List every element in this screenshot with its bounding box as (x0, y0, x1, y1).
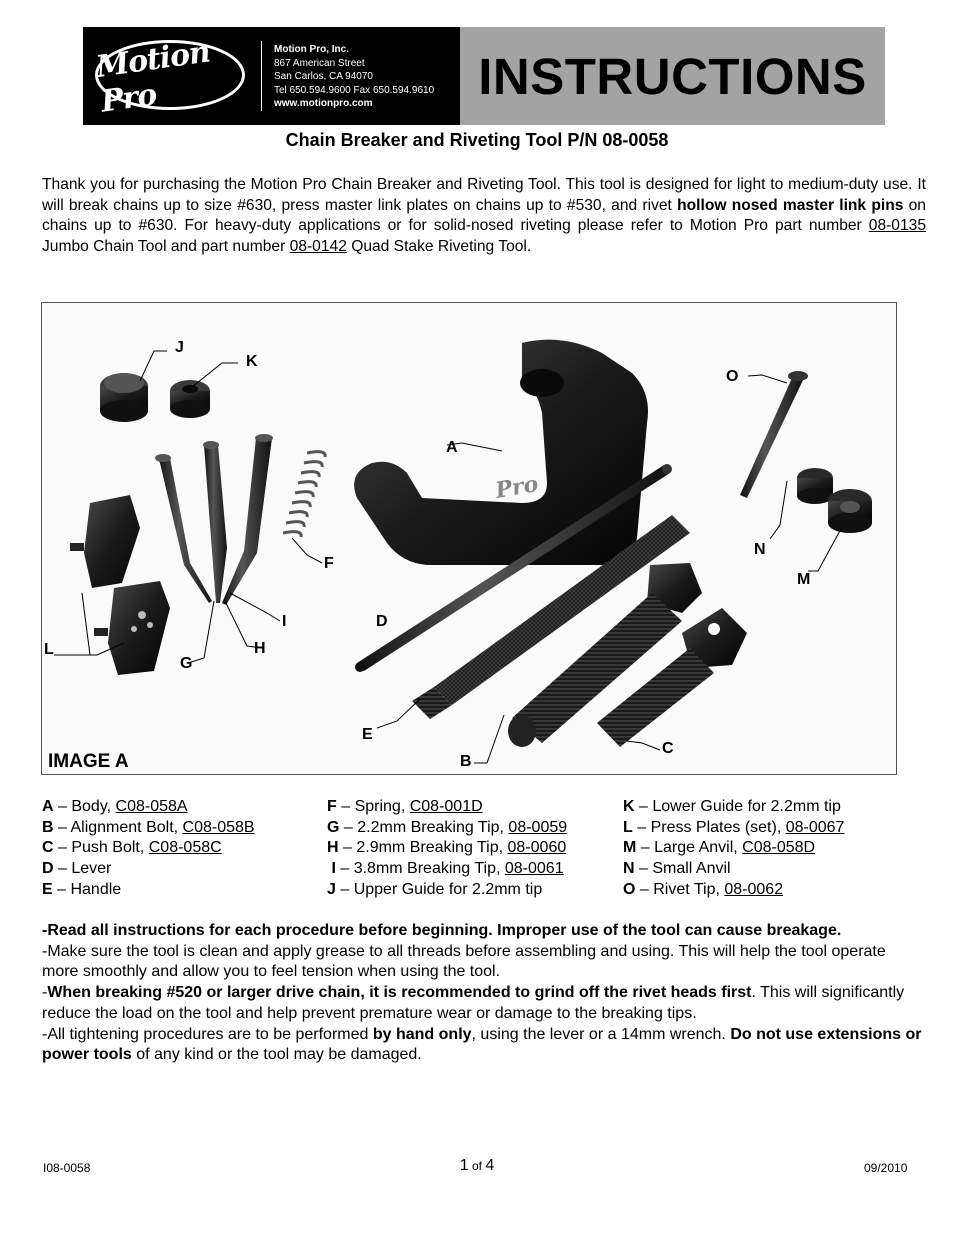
press-plates-l (70, 495, 170, 675)
body-pro-logo: Pro (493, 470, 541, 504)
motion-pro-logo (93, 34, 245, 120)
instructions-block (42, 921, 922, 1066)
parts-list-col2 (327, 797, 567, 901)
intro-text: Jumbo Chain Tool and part number (42, 237, 290, 255)
parts-list-item: O – Rivet Tip, 08-0062 (623, 880, 784, 898)
parts-list-item: L – Press Plates (set), 08-0067 (623, 818, 845, 836)
part-number-link[interactable]: 08-0067 (785, 818, 845, 836)
label-j: J (175, 339, 184, 356)
parts-list-col3 (623, 797, 844, 901)
label-m: M (797, 571, 811, 588)
part-number-link[interactable]: C08-058D (742, 839, 816, 857)
parts-list-item: H – 2.9mm Breaking Tip, 08-0060 (327, 839, 567, 857)
parts-list-col1 (42, 797, 255, 901)
body-a (354, 340, 648, 565)
intro-bold: hollow nosed master link pins (677, 196, 904, 214)
label-a: A (446, 439, 458, 456)
parts-list-item: G – 2.2mm Breaking Tip, 08-0059 (327, 818, 568, 836)
label-b: B (460, 753, 472, 770)
header-divider (261, 41, 262, 111)
label-o: O (726, 368, 739, 385)
label-h: H (254, 640, 266, 657)
label-l: L (44, 641, 54, 658)
parts-list-item: N – Small Anvil (623, 860, 731, 878)
parts-list-item: J – Upper Guide for 2.2mm tip (327, 880, 543, 898)
part-number-link[interactable]: 08-0061 (504, 860, 564, 878)
label-e: E (362, 726, 373, 743)
label-c: C (662, 740, 674, 757)
parts-list-item: I – 3.8mm Breaking Tip, 08-0061 (331, 860, 564, 878)
footer-page-number: 1 of 4 (459, 1157, 495, 1174)
part-number-link[interactable]: 08-0135 (868, 217, 926, 234)
instruction-grind: -When breaking #520 or larger drive chain, it is recommended to grind off the rivet heads first. This will significantly reduce the load on the tool and help prevent premature wear or damage to the breaking tips. (42, 984, 905, 1022)
part-number-link[interactable]: C08-001D (409, 798, 483, 815)
label-d: D (376, 613, 388, 630)
header-logo-block (83, 27, 460, 125)
large-anvil-m (828, 489, 872, 533)
website: www.motionpro.com (274, 98, 373, 109)
part-number-link[interactable]: 08-0059 (508, 818, 568, 836)
image-label: IMAGE A (48, 751, 129, 772)
logo-text: Motion Pro (93, 34, 212, 120)
header-title-block (460, 27, 885, 125)
label-i: I (282, 613, 287, 630)
part-number-link[interactable]: C08-058B (182, 818, 255, 836)
part-number-link[interactable]: 08-0142 (289, 237, 347, 255)
parts-list-item: K – Lower Guide for 2.2mm tip (623, 798, 841, 815)
breaking-tips (155, 434, 273, 605)
instruction-read-all: -Read all instructions for each procedure before beginning. Improper use of the tool can cause breakage. (42, 922, 842, 939)
part-number-link[interactable]: 08-0060 (507, 839, 567, 857)
lower-guide-k (170, 380, 210, 418)
parts-list-item: A – Body, C08-058A (42, 798, 188, 815)
phone-fax: Tel 650.594.9600 Fax 650.594.9610 (274, 84, 435, 96)
part-number-link[interactable]: C08-058A (115, 798, 188, 815)
small-anvil-n (797, 468, 833, 504)
tool-illustration (42, 303, 897, 775)
intro-text: Thank you for purchasing the Motion Pro Chain Breaker and Riveting Tool. This tool is designed for light to medium-duty use. It will break chains up to size #630, press master link plates on chains up to #530, and rivet (42, 176, 926, 214)
intro-text: Quad Stake Riveting Tool. (346, 237, 532, 255)
tool-photo-panel (41, 302, 897, 775)
part-number-link[interactable]: C08-058C (148, 839, 222, 857)
instruction-grease: -Make sure the tool is clean and apply grease to all threads before assembling and using. This will help the tool operate more smoothly and allow you to feel tension when using the tool. (42, 942, 886, 981)
parts-list-item: F – Spring, C08-001D (327, 798, 483, 815)
city-address: San Carlos, CA 94070 (274, 71, 373, 82)
spring-f (283, 452, 325, 537)
company-address (274, 43, 434, 111)
footer-doc-id: I08-0058 (43, 1161, 91, 1175)
parts-list-item: D – Lever (42, 860, 112, 878)
parts-list-item: M – Large Anvil, C08-058D (623, 839, 816, 857)
instruction-tightening: -All tightening procedures are to be performed by hand only, using the lever or a 14mm wrench. Do not use extensions or power tools of any kind or the tool may be damaged. (42, 1025, 922, 1064)
label-k: K (246, 353, 258, 370)
label-g: G (180, 655, 193, 672)
street-address: 867 American Street (274, 57, 365, 69)
label-n: N (754, 541, 766, 558)
parts-list-item: E – Handle (42, 880, 122, 898)
company-name: Motion Pro, Inc. (274, 44, 349, 55)
document-title: Chain Breaker and Riveting Tool P/N 08-0058 (285, 130, 669, 150)
intro-paragraph (42, 175, 926, 257)
part-number-link[interactable]: 08-0062 (724, 880, 784, 898)
label-f: F (324, 555, 334, 572)
parts-list-item: C – Push Bolt, C08-058C (42, 839, 222, 857)
header-banner (83, 27, 885, 125)
intro-text: on chains up to #630. For heavy-duty applications or for solid-nosed riveting please refer to Motion Pro part number (42, 196, 926, 234)
footer-date: 09/2010 (864, 1161, 908, 1175)
parts-list-item: B – Alignment Bolt, C08-058B (42, 818, 255, 836)
header-title: INSTRUCTIONS (478, 47, 867, 105)
